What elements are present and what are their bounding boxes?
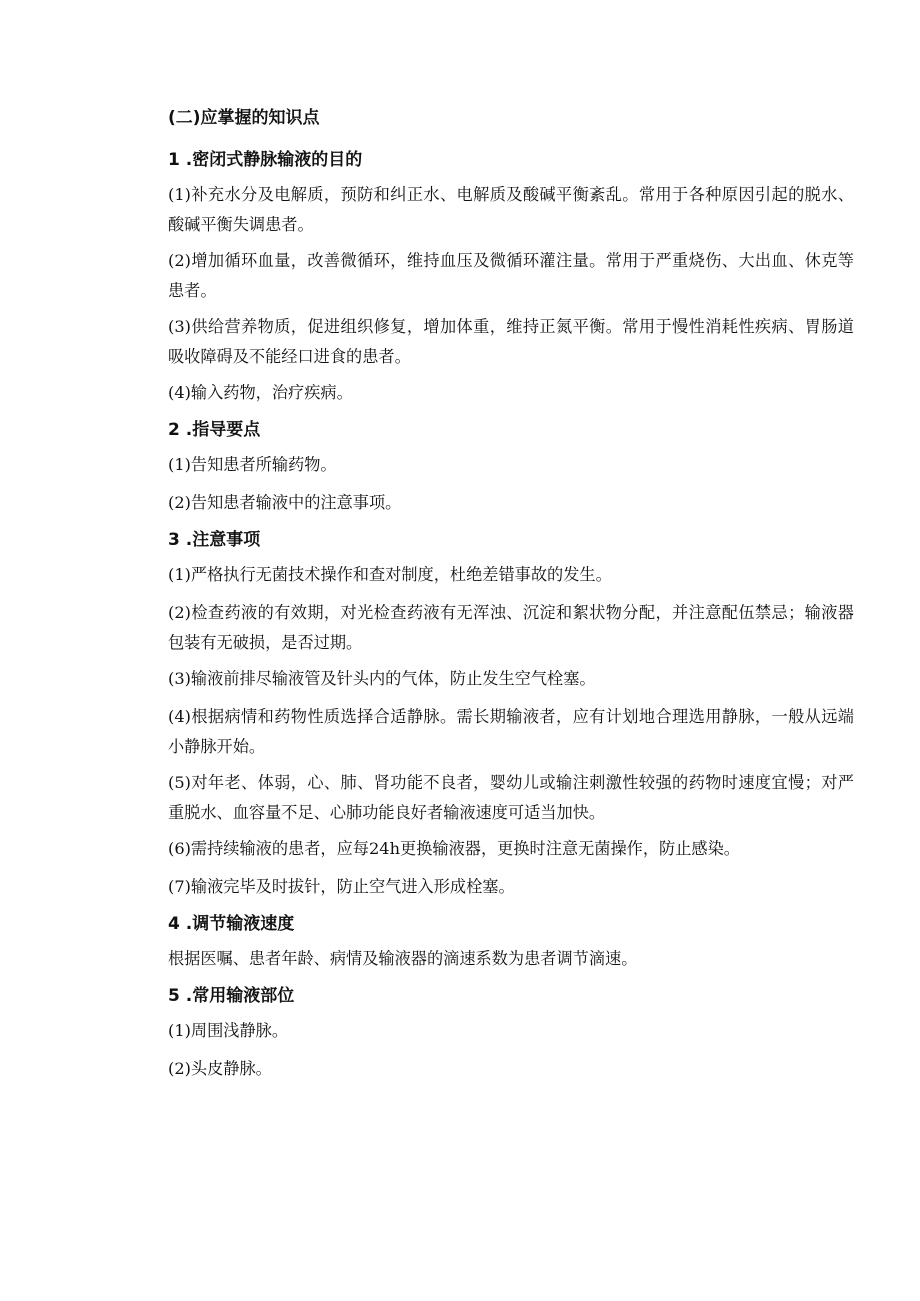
precaution-item-3: (3)输液前排尽输液管及针头内的气体，防止发生空气栓塞。 [168, 669, 596, 688]
section-purpose [168, 146, 854, 408]
section-guidance [168, 416, 854, 518]
site-item-2: (2)头皮静脉。 [168, 1059, 272, 1078]
section-heading-rate: 4 .调节输液速度 [168, 914, 295, 934]
section-heading-precautions: 3 .注意事项 [168, 530, 261, 550]
section-heading-purpose: 1 .密闭式静脉输液的目的 [168, 150, 363, 170]
precaution-item-2: (2)检查药液的有效期，对光检查药液有无浑浊、沉淀和絮状物分配，并注意配伍禁忌；输液器包装有无破损，是否过期。 [168, 603, 854, 652]
precaution-item-7: (7)输液完毕及时拔针，防止空气进入形成栓塞。 [168, 877, 515, 896]
precaution-item-5: (5)对年老、体弱，心、肺、肾功能不良者，婴幼儿或输注刺激性较强的药物时速度宜慢；对严重脱水、血容量不足、心肺功能良好者输液速度可适当加快。 [168, 773, 854, 822]
section-heading-sites: 5 .常用输液部位 [168, 986, 295, 1006]
rate-item-1: 根据医嘱、患者年龄、病情及输液器的滴速系数为患者调节滴速。 [168, 949, 638, 968]
section-heading-guidance: 2 .指导要点 [168, 420, 261, 440]
precaution-item-6: (6)需持续输液的患者，应每24h更换输液器，更换时注意无菌操作，防止感染。 [168, 839, 740, 858]
section-precautions [168, 526, 854, 902]
guidance-item-1: (1)告知患者所输药物。 [168, 455, 337, 474]
section-rate [168, 910, 854, 974]
purpose-item-3: (3)供给营养物质，促进组织修复，增加体重，维持正氮平衡。常用于慢性消耗性疾病、胃肠道吸收障碍及不能经口进食的患者。 [168, 317, 854, 366]
precaution-item-4: (4)根据病情和药物性质选择合适静脉。需长期输液者，应有计划地合理选用静脉，一般从远端小静脉开始。 [168, 707, 854, 756]
section-sites [168, 982, 854, 1084]
guidance-item-2: (2)告知患者输液中的注意事项。 [168, 493, 402, 512]
precaution-item-1: (1)严格执行无菌技术操作和查对制度，杜绝差错事故的发生。 [168, 565, 612, 584]
document-page [168, 104, 854, 1092]
site-item-1: (1)周围浅静脉。 [168, 1021, 289, 1040]
section-title: (二)应掌握的知识点 [168, 108, 320, 128]
purpose-item-4: (4)输入药物，治疗疾病。 [168, 383, 353, 402]
purpose-item-1: (1)补充水分及电解质，预防和纠正水、电解质及酸碱平衡紊乱。常用于各种原因引起的脱水、酸碱平衡失调患者。 [168, 185, 854, 234]
purpose-item-2: (2)增加循环血量，改善微循环，维持血压及微循环灌注量。常用于严重烧伤、大出血、休克等患者。 [168, 251, 854, 300]
